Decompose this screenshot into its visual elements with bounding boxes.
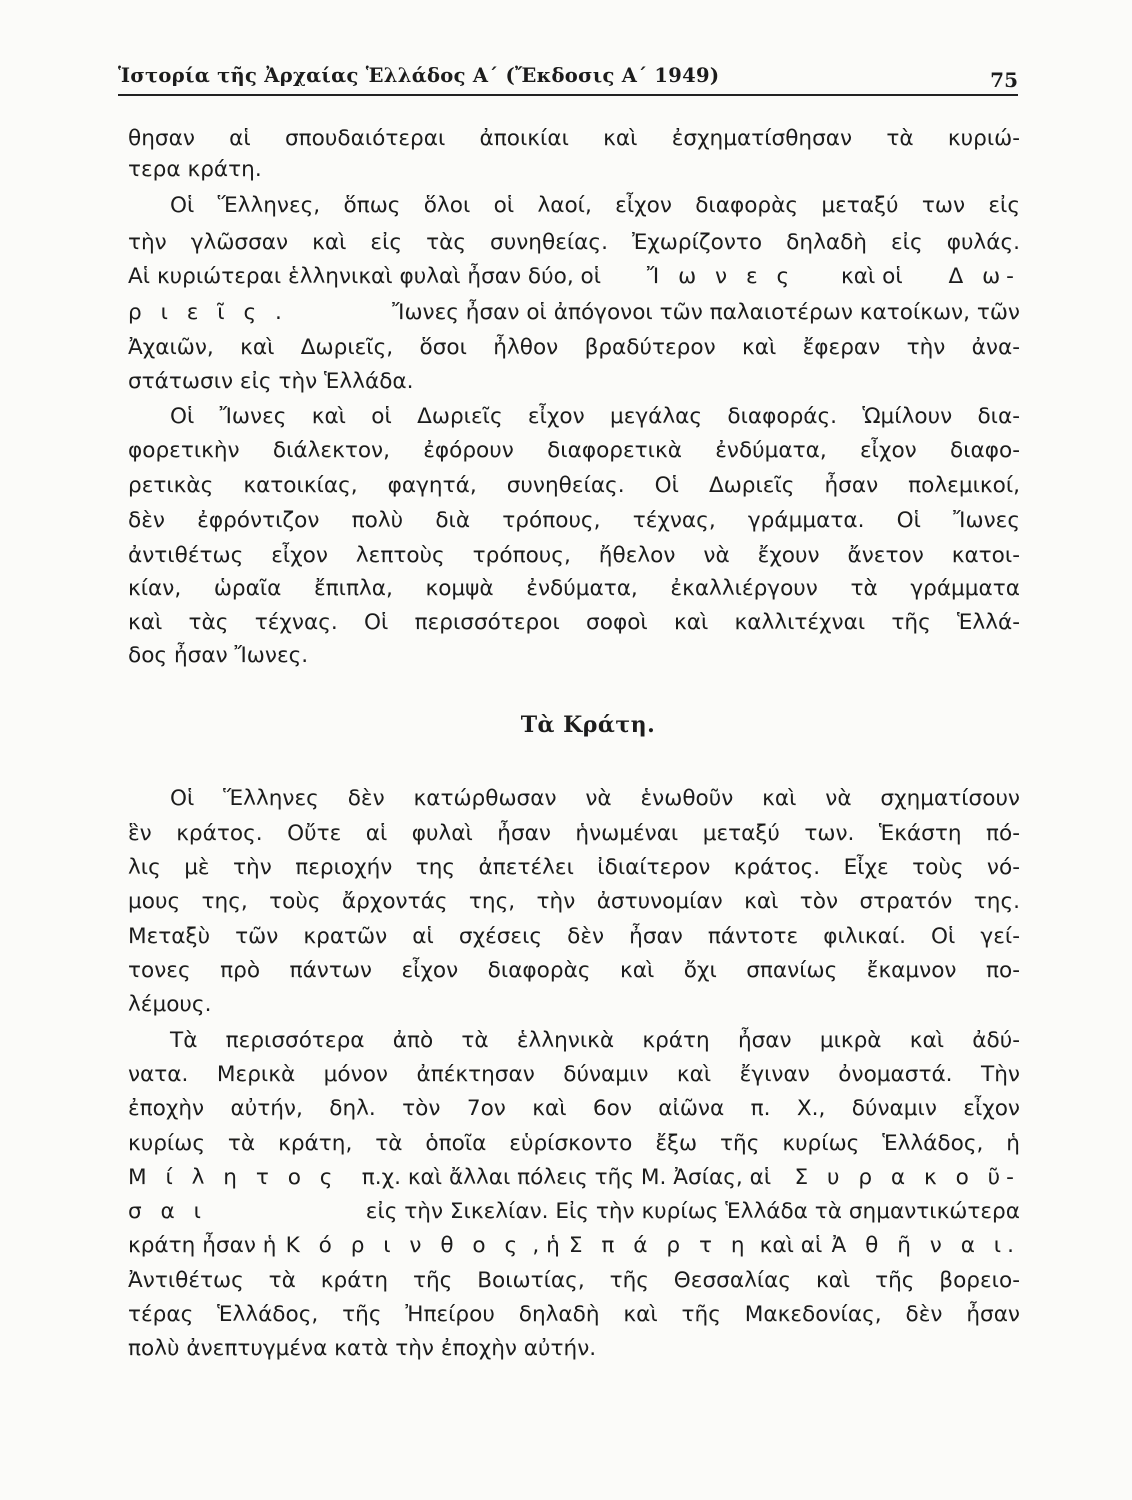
spaced-name-dorieis: Δ ω-	[948, 264, 1020, 289]
text-fragment: Ἴωνες ἦσαν οἱ ἀπόγονοι τῶν παλαιοτέρων κατοίκων, τῶν	[392, 300, 1020, 325]
text-fragment: π.χ. καὶ ἄλλαι πόλεις τῆς Μ. Ἀσίας, αἱ	[361, 1165, 772, 1190]
text-line: καὶ τὰς τέχνας. Οἱ περισσότεροι σοφοὶ καὶ καλλιτέχναι τῆς Ἑλλά-	[128, 610, 1020, 635]
text-line: θησαν αἱ σπουδαιότεραι ἀποικίαι καὶ ἐσχηματίσθησαν τὰ κυριώ-	[128, 126, 1020, 151]
text-line: κίαν, ὡραῖα ἔπιπλα, κομψὰ ἐνδύματα, ἐκαλλιέργουν τὰ γράμματα	[128, 576, 1020, 601]
text-line: Ἀχαιῶν, καὶ Δωριεῖς, ὅσοι ἦλθον βραδύτερον καὶ ἔφεραν τὴν ἀνα-	[128, 335, 1020, 360]
text-line: φορετικὴν διάλεκτον, ἐφόρουν διαφορετικὰ ἐνδύματα, εἶχον διαφο-	[128, 438, 1020, 463]
text-fragment: εἰς τὴν Σικελίαν. Εἰς τὴν κυρίως Ἑλλάδα τὰ σημαντικώτερα	[365, 1199, 1020, 1224]
spaced-name-athinai: Ἀ θ ῆ ν α ι.	[831, 1233, 1020, 1258]
text-line	[128, 266, 1020, 288]
running-header	[118, 60, 1018, 96]
text-line: τέρας Ἑλλάδος, τῆς Ἠπείρου δηλαδὴ καὶ τῆς Μακεδονίας, δὲν ἦσαν	[128, 1302, 1020, 1327]
text-line: λις μὲ τὴν περιοχήν της ἀπετέλει ἰδιαίτερον κράτος. Εἶχε τοὺς νό-	[128, 855, 1020, 880]
text-line: κυρίως τὰ κράτη, τὰ ὁποῖα εὑρίσκοντο ἔξω τῆς κυρίως Ἑλλάδος, ἡ	[128, 1131, 1020, 1156]
text-line: Οἱ Ἴωνες καὶ οἱ Δωριεῖς εἶχον μεγάλας διαφοράς. Ὡμίλουν δια-	[170, 404, 1020, 429]
spaced-name-syrakousai-end: σ α ι	[128, 1199, 207, 1224]
spaced-name-miletos: Μ ί λ η τ ο ς	[128, 1165, 339, 1190]
text-line: τερα κράτη.	[128, 157, 262, 182]
text-line: ἀντιθέτως εἶχον λεπτοὺς τρόπους, ἤθελον νὰ ἔχουν ἄνετον κατοι-	[128, 543, 1020, 568]
text-line: Μεταξὺ τῶν κρατῶν αἱ σχέσεις δὲν ἦσαν πάντοτε φιλικαί. Οἱ γεί-	[128, 924, 1020, 949]
text-line: τὴν γλῶσσαν καὶ εἰς τὰς συνηθείας. Ἐχωρίζοντο δηλαδὴ εἰς φυλάς.	[128, 230, 1020, 255]
text-line	[128, 1235, 1020, 1257]
text-fragment: καὶ αἱ	[759, 1233, 823, 1258]
text-line: λέμους.	[128, 992, 212, 1017]
text-line: δος ἦσαν Ἴωνες.	[128, 643, 309, 668]
spaced-name-sparti: Σ π ά ρ τ η	[568, 1233, 751, 1258]
spaced-name-dorieis-end: ρ ι ε ῖ ς .	[128, 300, 288, 325]
text-fragment: , ἡ	[532, 1233, 560, 1258]
section-heading: Τὰ Κράτη.	[520, 712, 656, 738]
text-line	[128, 1201, 1020, 1223]
text-line: ἐποχὴν αὐτήν, δηλ. τὸν 7ον καὶ 6ον αἰῶνα π. Χ., δύναμιν εἶχον	[128, 1096, 1020, 1121]
text-fragment: καὶ οἱ	[840, 264, 903, 289]
text-line: μους της, τοὺς ἄρχοντάς της, τὴν ἀστυνομίαν καὶ τὸν στρατόν της.	[128, 889, 1020, 914]
text-line: δὲν ἐφρόντιζον πολὺ διὰ τρόπους, τέχνας, γράμματα. Οἱ Ἴωνες	[128, 508, 1020, 533]
text-line: Οἱ Ἕλληνες, ὅπως ὅλοι οἱ λαοί, εἶχον διαφορὰς μεταξύ των εἰς	[170, 193, 1020, 218]
text-fragment: Αἱ κυριώτεραι ἑλληνικαὶ φυλαὶ ἦσαν δύο, οἱ	[128, 264, 602, 289]
spaced-name-iones: Ἴ ω ν ε ς	[646, 264, 796, 289]
text-line: νατα. Μερικὰ μόνον ἀπέκτησαν δύναμιν καὶ ἔγιναν ὀνομαστά. Τὴν	[128, 1062, 1020, 1087]
text-line: Οἱ Ἕλληνες δὲν κατώρθωσαν νὰ ἑνωθοῦν καὶ νὰ σχηματίσουν	[170, 786, 1020, 811]
text-fragment: κράτη ἦσαν ἡ	[128, 1233, 277, 1258]
text-line: Τὰ περισσότερα ἀπὸ τὰ ἑλληνικὰ κράτη ἦσαν μικρὰ καὶ ἀδύ-	[170, 1028, 1020, 1053]
text-line	[128, 302, 1020, 324]
text-line: Ἀντιθέτως τὰ κράτη τῆς Βοιωτίας, τῆς Θεσσαλίας καὶ τῆς βορειο-	[128, 1268, 1020, 1293]
spaced-name-syrakousai: Σ υ ρ α κ ο ῦ-	[794, 1165, 1020, 1190]
header-title: Ἱστορία τῆς Ἀρχαίας Ἑλλάδος Α΄ (Ἔκδοσις Α΄ 1949)	[118, 64, 720, 87]
text-line: πολὺ ἀνεπτυγμένα κατὰ τὴν ἐποχὴν αὐτήν.	[128, 1336, 597, 1361]
text-line	[128, 1167, 1020, 1189]
text-line: ἓν κράτος. Οὔτε αἱ φυλαὶ ἦσαν ἡνωμέναι μεταξύ των. Ἑκάστη πό-	[128, 821, 1020, 846]
text-line: στάτωσιν εἰς τὴν Ἑλλάδα.	[128, 369, 414, 394]
page-number: 75	[990, 68, 1018, 92]
text-line: τονες πρὸ πάντων εἶχον διαφορὰς καὶ ὄχι σπανίως ἔκαμνον πο-	[128, 958, 1020, 983]
text-line: ρετικὰς κατοικίας, φαγητά, συνηθείας. Οἱ Δωριεῖς ἦσαν πολεμικοί,	[128, 473, 1020, 498]
spaced-name-korinthos: Κ ό ρ ι ν θ ο ς	[285, 1233, 524, 1258]
